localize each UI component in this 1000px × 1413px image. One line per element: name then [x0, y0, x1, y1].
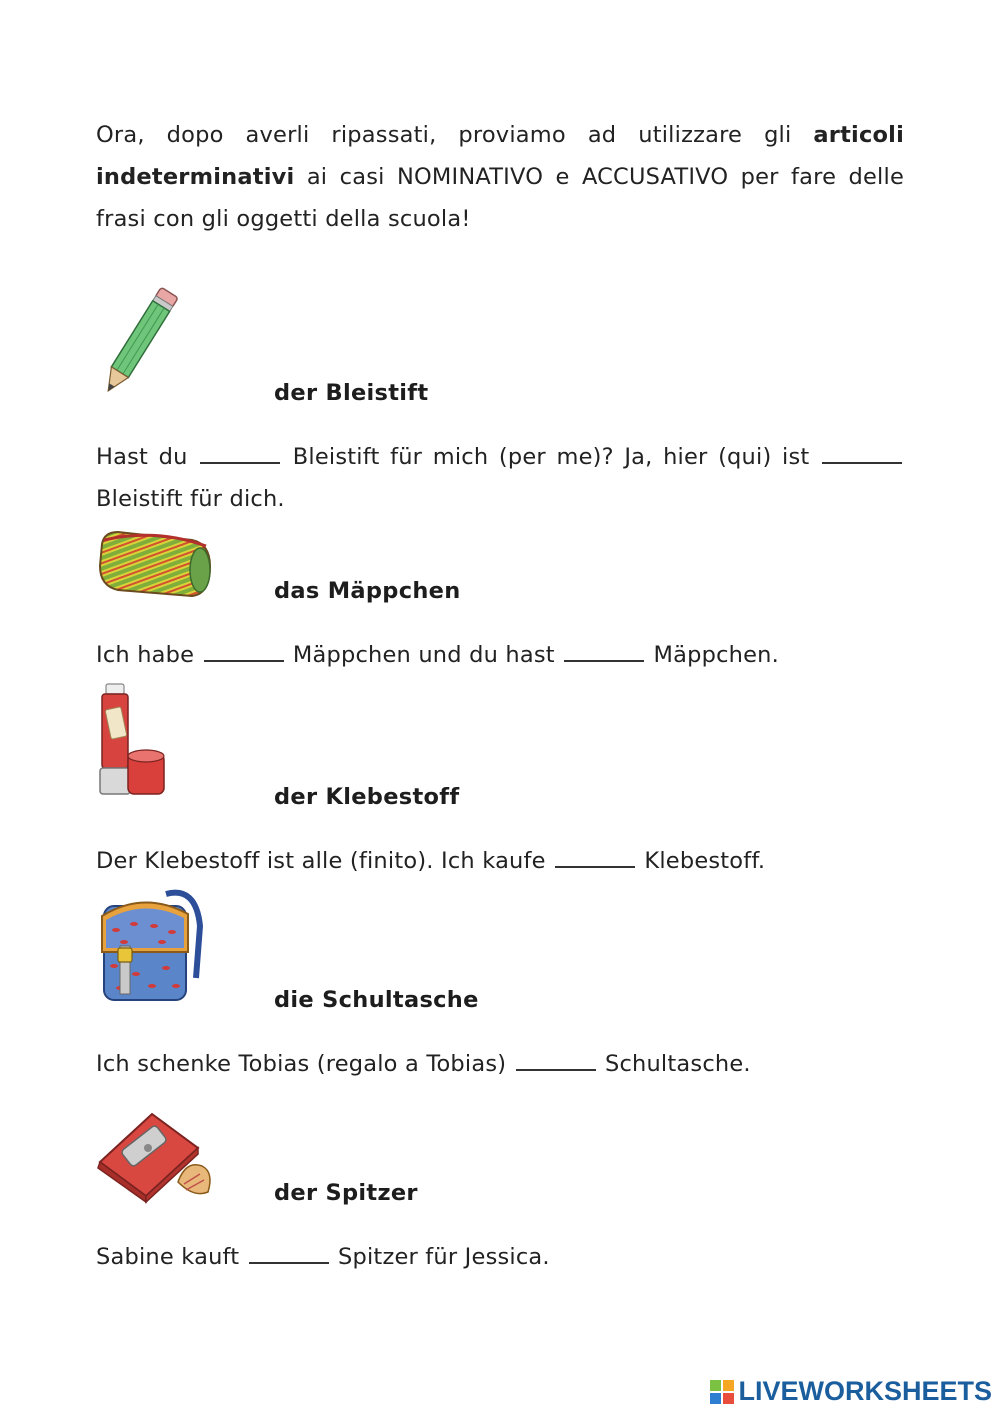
blank-input[interactable] [564, 638, 644, 662]
sentence-text: Mäppchen. [646, 642, 779, 668]
intro-text-1: Ora, dopo averli ripassati, proviamo ad utilizzare gli [96, 122, 814, 148]
blank-input[interactable] [249, 1240, 329, 1264]
intro-paragraph [96, 114, 904, 240]
word-schultasche: die Schultasche [274, 987, 479, 1013]
sentence-spitzer [96, 1236, 904, 1278]
sentence-text: Klebestoff. [637, 848, 766, 874]
sharpener-icon [94, 1108, 218, 1204]
sentence-klebestoff [96, 840, 904, 882]
liveworksheets-logo-icon [710, 1380, 734, 1404]
sentence-text: Spitzer für Jessica. [330, 1244, 550, 1270]
liveworksheets-logo [710, 1376, 992, 1407]
sentence-text: Der Klebestoff ist alle (finito). Ich kaufe [96, 848, 554, 874]
word-klebestoff: der Klebestoff [274, 784, 460, 810]
word-spitzer: der Spitzer [274, 1180, 418, 1206]
pencil-case-icon [96, 526, 216, 602]
word-maeppchen: das Mäppchen [274, 578, 461, 604]
pencil-icon [96, 278, 184, 402]
intro-bold-term: articoli indeterminativi [96, 122, 904, 190]
sentence-text: Hast du [96, 444, 199, 470]
school-bag-icon [96, 886, 208, 1006]
sentence-bleistift [96, 436, 904, 520]
sentence-text: Schultasche. [597, 1051, 751, 1077]
intro-text-2: ai casi NOMINATIVO e ACCUSATIVO per fare delle frasi con gli oggetti della scuola! [96, 164, 904, 232]
sentence-maeppchen [96, 634, 904, 676]
glue-stick-icon [96, 682, 168, 804]
sentence-text: Sabine kauft [96, 1244, 247, 1270]
blank-input[interactable] [200, 440, 280, 464]
blank-input[interactable] [822, 440, 902, 464]
sentence-text: Mäppchen und du hast [285, 642, 563, 668]
blank-input[interactable] [555, 844, 635, 868]
liveworksheets-brand: LIVEWORKSHEETS [738, 1376, 992, 1406]
blank-input[interactable] [516, 1047, 596, 1071]
sentence-schultasche [96, 1043, 904, 1085]
word-bleistift: der Bleistift [274, 380, 429, 406]
sentence-text: Bleistift für dich. [96, 486, 285, 512]
sentence-text: Bleistift für mich (per me)? Ja, hier (qui) ist [282, 444, 821, 470]
sentence-text: Ich habe [96, 642, 202, 668]
sentence-text: Ich schenke Tobias (regalo a Tobias) [96, 1051, 514, 1077]
blank-input[interactable] [204, 638, 284, 662]
